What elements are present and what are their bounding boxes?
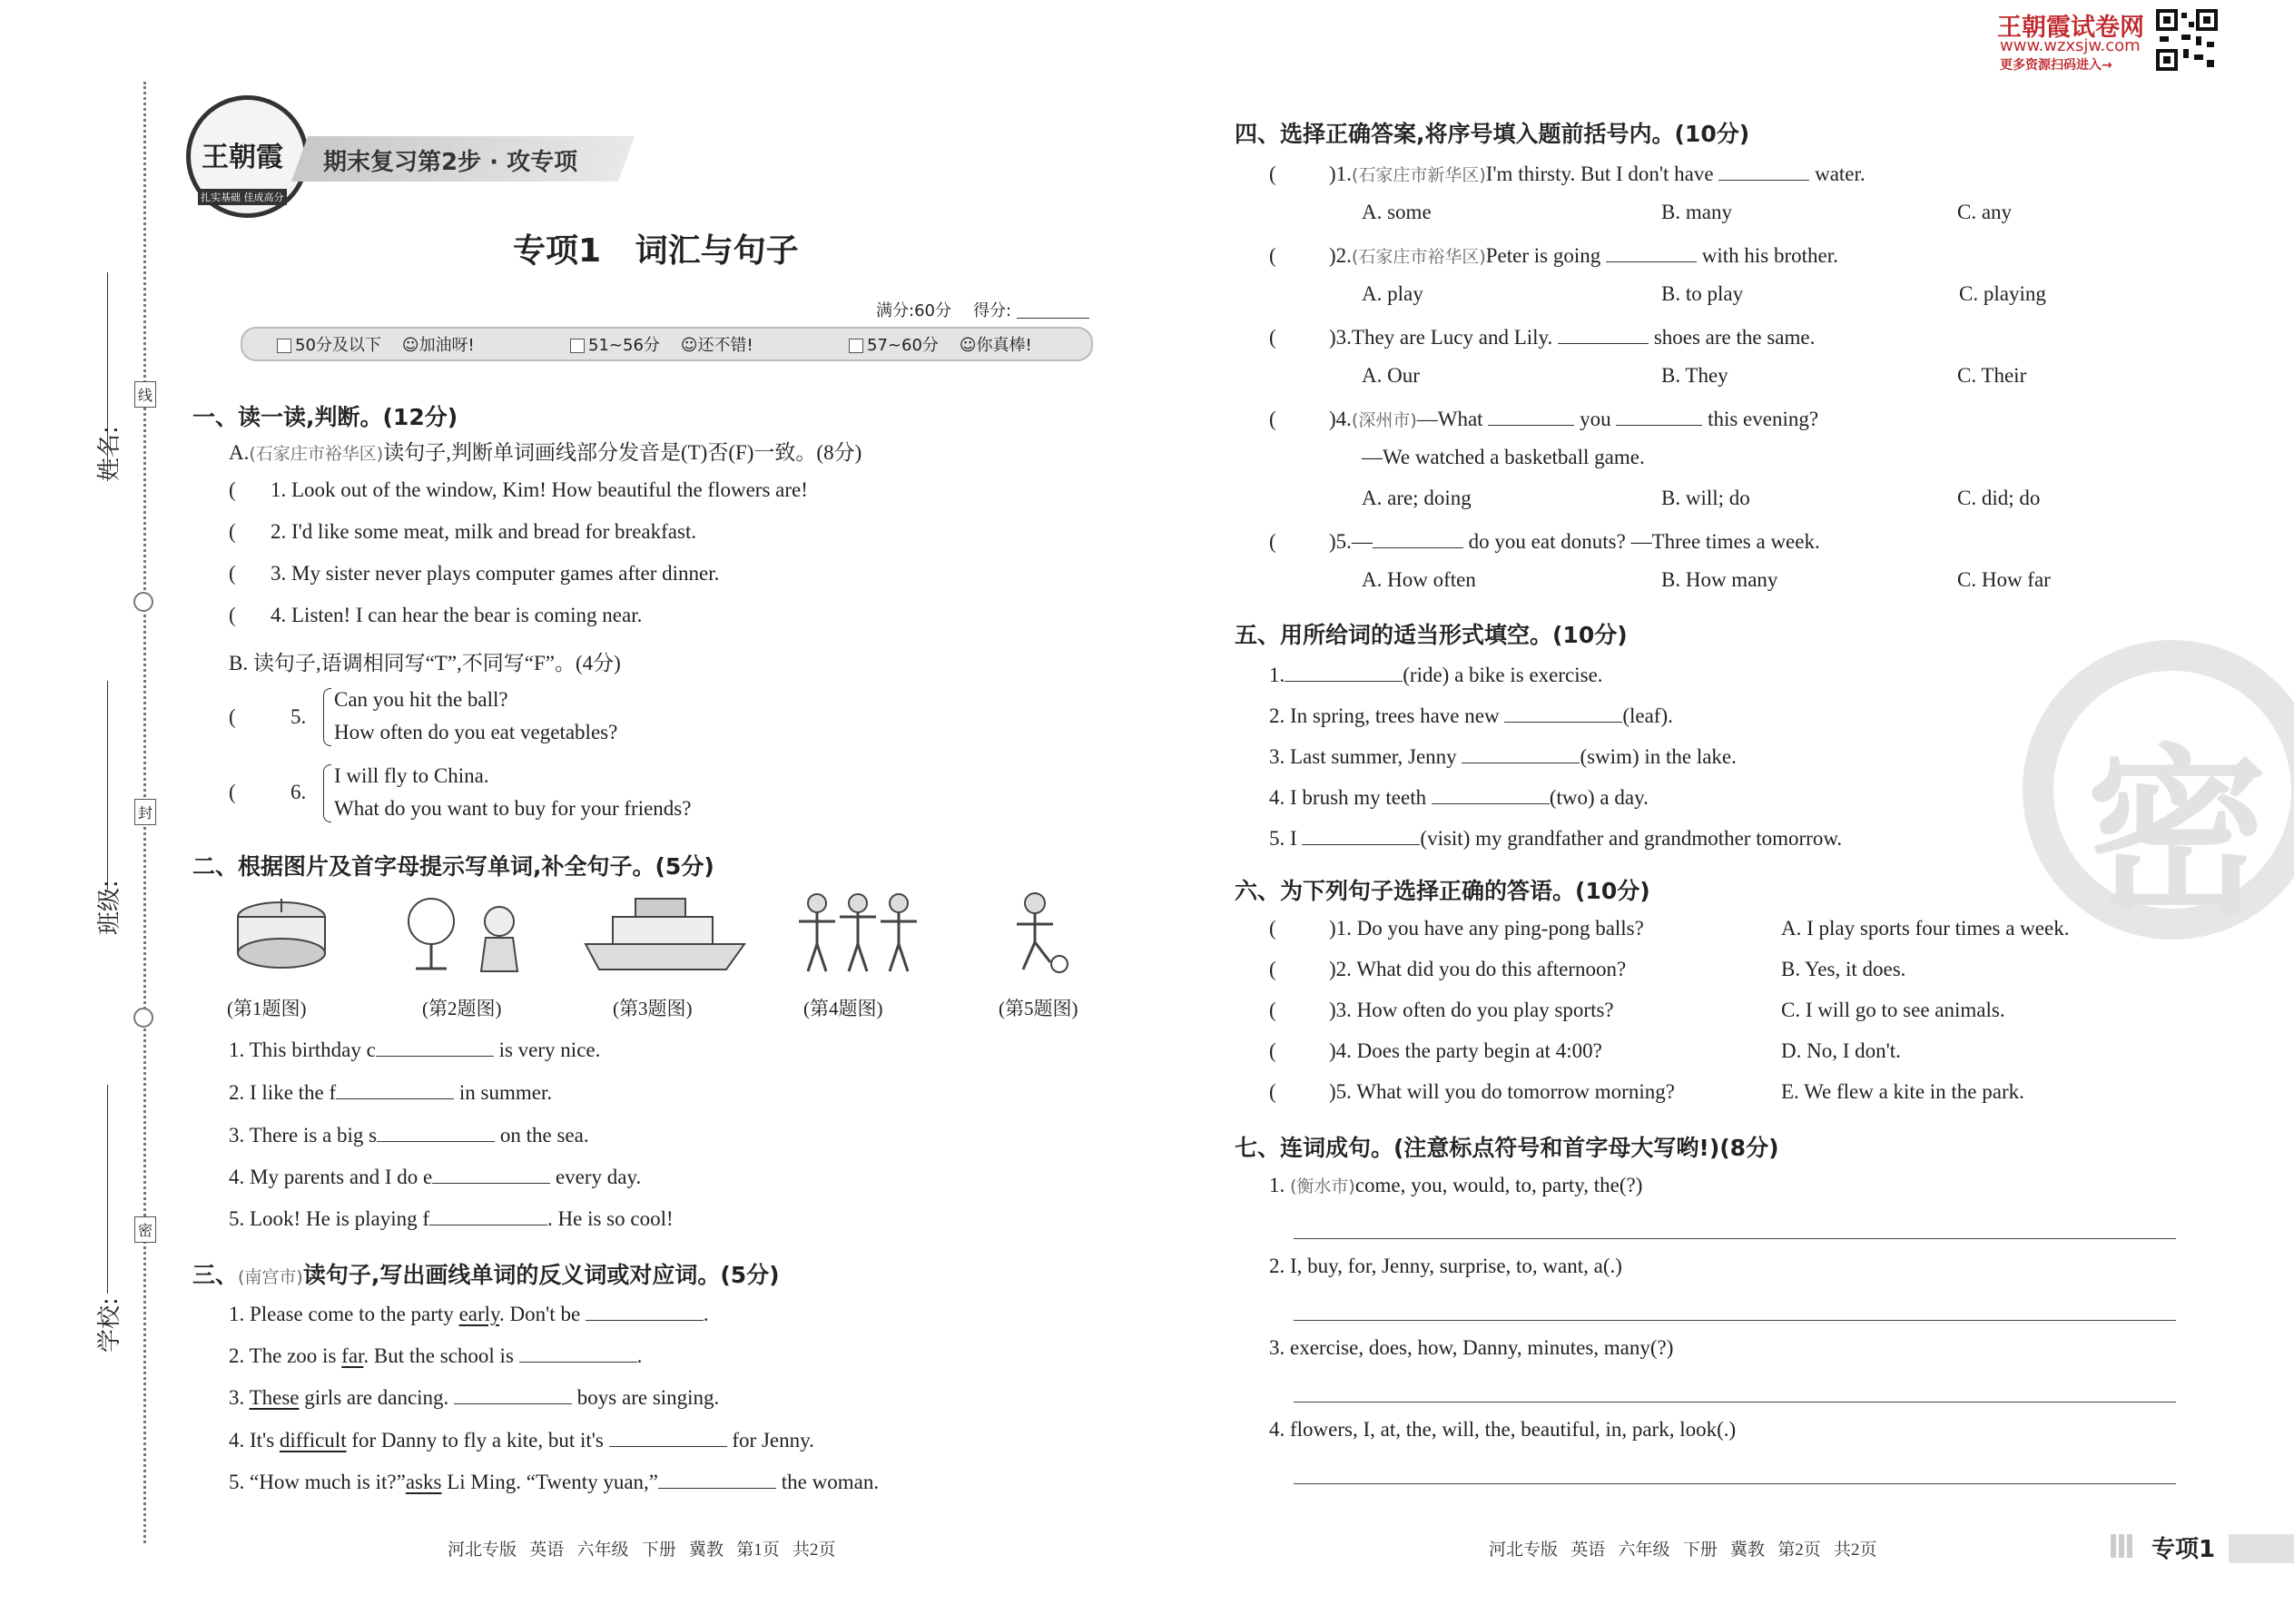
watermark-stamp xyxy=(2023,640,2294,940)
smile-icon: ☺ xyxy=(959,336,977,355)
s3-post: the woman. xyxy=(781,1471,880,1493)
s5-post: (two) a day. xyxy=(1549,786,1649,809)
blank-input[interactable] xyxy=(377,1121,495,1142)
s5-post: (swim) in the lake. xyxy=(1580,745,1737,768)
exercise-image xyxy=(794,890,921,976)
blank-input[interactable] xyxy=(336,1078,454,1099)
s4-opt-4b[interactable]: B. will; do xyxy=(1661,487,1750,509)
s7-item-1 xyxy=(1269,1173,1642,1197)
name-line xyxy=(107,272,108,481)
s3-post: . xyxy=(636,1344,643,1367)
blank-input[interactable] xyxy=(1616,405,1702,426)
school-label: 学校: xyxy=(96,1297,123,1353)
s4-opt-2c[interactable]: C. playing xyxy=(1959,282,2046,305)
s5-item-1 xyxy=(1269,661,1603,687)
section7-title: 七、连词成句。(注意标点符号和首字母大写哟!)(8分) xyxy=(1235,1135,1779,1161)
qr-code-icon xyxy=(2156,9,2218,71)
s4-post: this evening? xyxy=(1708,408,1819,430)
s5-pre: 5. I xyxy=(1269,827,1297,850)
s7-item-4 xyxy=(1269,1418,1736,1442)
blank-input[interactable] xyxy=(1606,241,1697,262)
s4-opt-2b[interactable]: B. to play xyxy=(1661,282,1744,305)
blank-input[interactable] xyxy=(1432,783,1550,804)
s4-opt-5a[interactable]: A. How often xyxy=(1362,568,1476,591)
brand-name: 王朝霞试卷网 xyxy=(1997,14,2144,42)
s5-pre: 3. Last summer, Jenny xyxy=(1269,745,1457,768)
s3-title-text: 读句子,写出画线单词的反义词或对应词。(5分) xyxy=(302,1262,780,1288)
s2-post: in summer. xyxy=(458,1081,553,1104)
caption-1: (第1题图) xyxy=(227,998,307,1019)
s5-post: (ride) a bike is exercise. xyxy=(1403,664,1603,686)
s3-pre: 1. Please come to the party xyxy=(229,1303,459,1325)
s3-pre: 5. “How much is it?” xyxy=(229,1471,406,1493)
s3-underlined: far xyxy=(341,1344,364,1367)
s6-q-text: )5. What will you do tomorrow morning? xyxy=(1329,1080,1675,1103)
s6-a4: D. No, I don't. xyxy=(1781,1039,1901,1062)
s5-pre: 1. xyxy=(1269,664,1285,686)
source-tag: (南宫市) xyxy=(238,1267,303,1287)
s3-underlined: asks xyxy=(405,1471,442,1493)
s1-q6b: What do you want to buy for your friends? xyxy=(334,797,692,820)
s4-opt-3b[interactable]: B. They xyxy=(1661,364,1728,387)
source-tag: (石家庄市裕华区) xyxy=(249,444,384,464)
rating-1 xyxy=(277,332,475,356)
watermark-text: 密 xyxy=(2086,729,2269,940)
answer-line-2[interactable] xyxy=(1294,1320,2176,1321)
s7-text: come, you, would, to, party, the(?) xyxy=(1354,1174,1643,1196)
section1-title: 一、读一读,判断。(12分) xyxy=(192,404,458,430)
s2-item-5 xyxy=(229,1205,674,1231)
s3-pre: 4. It's xyxy=(229,1429,280,1452)
cake-image xyxy=(231,894,331,976)
blank-input[interactable] xyxy=(1488,405,1574,426)
smile-icon: ☺ xyxy=(680,336,698,355)
section2-title: 二、根据图片及首字母提示写单词,补全句子。(5分) xyxy=(192,853,714,880)
s6-q-text: )3. How often do you play sports? xyxy=(1329,999,1614,1021)
checkbox-icon[interactable] xyxy=(570,339,585,353)
source-tag: (石家庄市裕华区) xyxy=(1351,247,1486,267)
s5-post: (leaf). xyxy=(1622,704,1673,727)
class-label: 班级: xyxy=(96,880,123,935)
s4-num: )2. xyxy=(1329,244,1352,267)
s5-pre: 2. In spring, trees have new xyxy=(1269,704,1500,727)
s4-opt-5c[interactable]: C. How far xyxy=(1957,568,2051,591)
s6-q2: ( )2. What did you do this afternoon? xyxy=(1269,958,1627,980)
source-tag: (深州市) xyxy=(1351,410,1417,430)
s4-num: )5. xyxy=(1329,530,1352,553)
checkbox-icon[interactable] xyxy=(849,339,863,353)
s5-pre: 4. I brush my teeth xyxy=(1269,786,1427,809)
s4-mid: you xyxy=(1580,408,1611,430)
blank-input[interactable] xyxy=(1558,323,1649,344)
q5-num: 5. xyxy=(290,705,307,728)
rating-2 xyxy=(570,332,753,356)
s2-pre: 4. My parents and I do e xyxy=(229,1166,433,1188)
s4-post: with his brother. xyxy=(1701,244,1838,267)
s7-text: I, buy, for, Jenny, surprise, to, want, a(.) xyxy=(1290,1255,1622,1277)
s4-q: I'm thirsty. But I don't have xyxy=(1485,162,1714,185)
s1-item-text: 3. My sister never plays computer games after dinner. xyxy=(271,562,720,585)
logo-ring-text: 扎实基础 佳成高分 xyxy=(198,189,287,205)
s3-num: 三、 xyxy=(192,1262,239,1288)
s4-item-5: ( )5.— do you eat donuts? —Three times a week. xyxy=(1269,527,1820,554)
s5-item-5 xyxy=(1269,824,1842,851)
s7-pre: 1. xyxy=(1269,1174,1290,1196)
ship-image xyxy=(581,890,749,976)
answer-line-1[interactable] xyxy=(1294,1238,2176,1239)
s1-item-1: ( 1. Look out of the window, Kim! How beautiful the flowers are! xyxy=(229,478,808,501)
s2-post: on the sea. xyxy=(499,1124,589,1147)
s3-item-5 xyxy=(229,1468,879,1494)
q6-num: 6. xyxy=(290,781,307,803)
s1-q6-brace xyxy=(323,764,331,822)
rating-label: 加油呀! xyxy=(418,336,475,355)
score-full: 满分:60分 xyxy=(876,301,951,320)
s4-item-2: ( )2.(石家庄市裕华区)Peter is going with his brother. xyxy=(1269,241,1838,268)
s6-q5: ( )5. What will you do tomorrow morning? xyxy=(1269,1080,1675,1103)
s6-q-text: )1. Do you have any ping-pong balls? xyxy=(1329,917,1644,940)
cut-mark-3: 密 xyxy=(134,1216,156,1243)
s4-opt-4a[interactable]: A. are; doing xyxy=(1362,487,1472,509)
s4-q: — xyxy=(1351,530,1373,553)
blank-input[interactable] xyxy=(586,1300,704,1321)
caption-4: (第4题图) xyxy=(803,998,883,1019)
s3-pre: 2. The zoo is xyxy=(229,1344,342,1367)
s7-text: flowers, I, at, the, will, the, beautiful, in, park, look(.) xyxy=(1290,1418,1737,1441)
s3-post: boys are singing. xyxy=(576,1386,720,1409)
s4-item-4-line2: —We watched a basketball game. xyxy=(1362,446,1645,468)
s4-opt-3a[interactable]: A. Our xyxy=(1362,364,1420,387)
brand-tagline: 更多资源扫码进入→ xyxy=(2000,58,2112,73)
section6-title: 六、为下列句子选择正确的答语。(10分) xyxy=(1235,878,1650,904)
score-line xyxy=(1017,318,1089,319)
s3-underlined: difficult xyxy=(279,1429,347,1452)
rating-label: 还不错! xyxy=(697,336,753,355)
footer-tab-bar xyxy=(2229,1534,2294,1563)
rating-range: 50分及以下 xyxy=(295,336,381,355)
s7-text: exercise, does, how, Danny, minutes, many(?) xyxy=(1290,1336,1674,1359)
s7-pre: 4. xyxy=(1269,1418,1290,1441)
binding-circle-1 xyxy=(133,592,153,612)
blank-input[interactable] xyxy=(376,1036,494,1057)
s1-item-text: 4. Listen! I can hear the bear is coming near. xyxy=(271,604,643,626)
s7-pre: 3. xyxy=(1269,1336,1290,1359)
s5-item-4 xyxy=(1269,783,1649,810)
s6-a3: C. I will go to see animals. xyxy=(1781,999,2005,1021)
s4-num: )1. xyxy=(1329,162,1352,185)
footer-tab: 专项1 xyxy=(2151,1536,2216,1563)
s2-item-2 xyxy=(229,1078,552,1105)
blank-input[interactable] xyxy=(1373,527,1463,548)
s4-opt-5b[interactable]: B. How many xyxy=(1661,568,1778,591)
fan-image xyxy=(399,894,545,976)
page-title: 专项1 词汇与句子 xyxy=(513,232,799,270)
s1-item-4: ( 4. Listen! I can hear the bear is coming near. xyxy=(229,604,643,626)
s3-item-3 xyxy=(229,1383,719,1410)
s6-q-text: )2. What did you do this afternoon? xyxy=(1329,958,1627,980)
s3-item-1 xyxy=(229,1300,709,1326)
s6-q1: ( )1. Do you have any ping-pong balls? xyxy=(1269,917,1644,940)
section4-title: 四、选择正确答案,将序号填入题前括号内。(10分) xyxy=(1235,121,1750,147)
s4-post: shoes are the same. xyxy=(1653,326,1816,349)
banner-text: 期末复习第2步 · 攻专项 xyxy=(323,149,578,176)
s2-pre: 2. I like the f xyxy=(229,1081,337,1104)
rating-3 xyxy=(849,332,1032,356)
s1-a-text: 读句子,判断单词画线部分发音是(T)否(F)一致。(8分) xyxy=(383,441,862,464)
s1-part-b: B. 读句子,语调相同写“T”,不同写“F”。(4分) xyxy=(229,652,621,674)
footer-left: 河北专版 英语 六年级 下册 冀教 第1页 共2页 xyxy=(448,1540,836,1560)
cut-mark-2: 封 xyxy=(134,799,156,825)
s4-opt-3c[interactable]: C. Their xyxy=(1957,364,2027,387)
s4-q: Peter is going xyxy=(1485,244,1601,267)
s1-item-3: ( 3. My sister never plays computer games after dinner. xyxy=(229,562,720,585)
s2-item-3 xyxy=(229,1121,589,1147)
s4-item-1: ( )1.(石家庄市新华区)I'm thirsty. But I don't have water. xyxy=(1269,160,1866,186)
s4-num: )4. xyxy=(1329,408,1352,430)
s3-underlined: These xyxy=(249,1386,300,1409)
s6-a1: A. I play sports four times a week. xyxy=(1781,917,2070,940)
s7-pre: 2. xyxy=(1269,1255,1290,1277)
s2-pre: 3. There is a big s xyxy=(229,1124,378,1147)
blank-input[interactable] xyxy=(609,1426,727,1447)
logo-text: 王朝霞 xyxy=(202,142,283,173)
brand-url: www.wzxsjw.com xyxy=(2000,36,2141,55)
s4-q: —What xyxy=(1416,408,1483,430)
footer-right: 河北专版 英语 六年级 下册 冀教 第2页 共2页 xyxy=(1489,1540,1877,1560)
caption-3: (第3题图) xyxy=(613,998,693,1019)
s4-opt-1b[interactable]: B. many xyxy=(1661,201,1732,223)
s7-item-3 xyxy=(1269,1336,1673,1360)
s4-item-4: ( )4.(深州市)—What you this evening? xyxy=(1269,405,1818,431)
s1-q6-paren: ( 6. xyxy=(229,781,307,803)
rating-label: 你真棒! xyxy=(976,336,1032,355)
s4-opt-4c[interactable]: C. did; do xyxy=(1957,487,2041,509)
s3-post: for Jenny. xyxy=(732,1429,814,1452)
s3-item-4 xyxy=(229,1426,814,1452)
s4-post: do you eat donuts? —Three times a week. xyxy=(1468,530,1820,553)
s1-q5-brace xyxy=(323,688,331,746)
s1-item-text: 2. I'd like some meat, milk and bread for breakfast. xyxy=(271,520,697,543)
s2-post: . He is so cool! xyxy=(547,1207,674,1230)
score-got: 得分: xyxy=(973,301,1012,320)
s4-q: They are Lucy and Lily. xyxy=(1351,326,1553,349)
s2-item-4 xyxy=(229,1163,641,1189)
s2-pre: 1. This birthday c xyxy=(229,1038,376,1061)
s3-mid: girls are dancing. xyxy=(299,1386,449,1409)
s1-q6a: I will fly to China. xyxy=(334,764,489,787)
rating-range: 51~56分 xyxy=(588,336,660,355)
caption-5: (第5题图) xyxy=(999,998,1078,1019)
s4-opt-2a[interactable]: A. play xyxy=(1362,282,1423,305)
s5-item-2 xyxy=(1269,702,1673,728)
s3-underlined: early xyxy=(458,1303,500,1325)
blank-input[interactable] xyxy=(1504,702,1622,723)
answer-line-3[interactable] xyxy=(1294,1402,2176,1403)
class-line xyxy=(107,681,108,890)
blank-input[interactable] xyxy=(429,1205,547,1225)
cut-mark-1: 线 xyxy=(134,381,156,408)
football-image xyxy=(1003,890,1076,976)
s3-mid: Li Ming. “Twenty yuan,” xyxy=(441,1471,659,1493)
school-line xyxy=(107,1085,108,1294)
s1-item-text: 1. Look out of the window, Kim! How beautiful the flowers are! xyxy=(271,478,808,501)
binding-circle-2 xyxy=(133,1008,153,1028)
s1-q5b: How often do you eat vegetables? xyxy=(334,721,618,743)
s4-opt-1c[interactable]: C. any xyxy=(1957,201,2013,223)
s4-opt-1a[interactable]: A. some xyxy=(1362,201,1432,223)
blank-input[interactable] xyxy=(1285,661,1403,682)
s3-mid: . Don't be xyxy=(499,1303,581,1325)
source-tag: (石家庄市新华区) xyxy=(1351,165,1486,185)
blank-input[interactable] xyxy=(454,1383,572,1404)
s3-item-2 xyxy=(229,1342,642,1368)
s1-part-a: A.(石家庄市裕华区)读句子,判断单词画线部分发音是(T)否(F)一致。(8分) xyxy=(229,441,862,464)
s2-post: is very nice. xyxy=(498,1038,601,1061)
s6-q4: ( )4. Does the party begin at 4:00? xyxy=(1269,1039,1602,1062)
rating-range: 57~60分 xyxy=(867,336,939,355)
s2-post: every day. xyxy=(555,1166,642,1188)
s1-q5a: Can you hit the ball? xyxy=(334,688,508,711)
s3-pre: 3. xyxy=(229,1386,250,1409)
s5-post: (visit) my grandfather and grandmother tomorrow. xyxy=(1420,827,1843,850)
s3-mid: . But the school is xyxy=(363,1344,514,1367)
logo-badge xyxy=(186,95,309,218)
s7-item-2 xyxy=(1269,1255,1622,1278)
source-tag: (衡水市) xyxy=(1290,1176,1355,1196)
checkbox-icon[interactable] xyxy=(277,339,291,353)
blank-input[interactable] xyxy=(432,1163,550,1184)
caption-2: (第2题图) xyxy=(422,998,502,1019)
s6-q3: ( )3. How often do you play sports? xyxy=(1269,999,1614,1021)
name-label: 姓名: xyxy=(96,426,123,481)
s2-item-1 xyxy=(229,1036,600,1062)
s4-num: )3. xyxy=(1329,326,1352,349)
blank-input[interactable] xyxy=(1718,160,1809,181)
s5-item-3 xyxy=(1269,743,1737,769)
s6-a5: E. We flew a kite in the park. xyxy=(1781,1080,2024,1103)
section3-title xyxy=(192,1257,780,1290)
s1-q5-paren: ( 5. xyxy=(229,705,307,728)
s1-item-2: ( 2. I'd like some meat, milk and bread for breakfast. xyxy=(229,520,697,543)
section5-title: 五、用所给词的适当形式填空。(10分) xyxy=(1235,622,1628,648)
s2-pre: 5. Look! He is playing f xyxy=(229,1207,430,1230)
blank-input[interactable] xyxy=(1302,824,1420,845)
s4-item-3: ( )3.They are Lucy and Lily. shoes are the same. xyxy=(1269,323,1815,349)
s4-post: water. xyxy=(1815,162,1866,185)
blank-input[interactable] xyxy=(1462,743,1580,763)
s6-a2: B. Yes, it does. xyxy=(1781,958,1906,980)
s6-q-text: )4. Does the party begin at 4:00? xyxy=(1329,1039,1602,1062)
smile-icon: ☺ xyxy=(401,336,419,355)
blank-input[interactable] xyxy=(658,1468,776,1489)
blank-input[interactable] xyxy=(519,1342,637,1363)
footer-tab-deco xyxy=(2111,1534,2134,1558)
s3-mid: for Danny to fly a kite, but it's xyxy=(346,1429,604,1452)
answer-line-4[interactable] xyxy=(1294,1483,2176,1484)
s3-post: . xyxy=(703,1303,709,1325)
